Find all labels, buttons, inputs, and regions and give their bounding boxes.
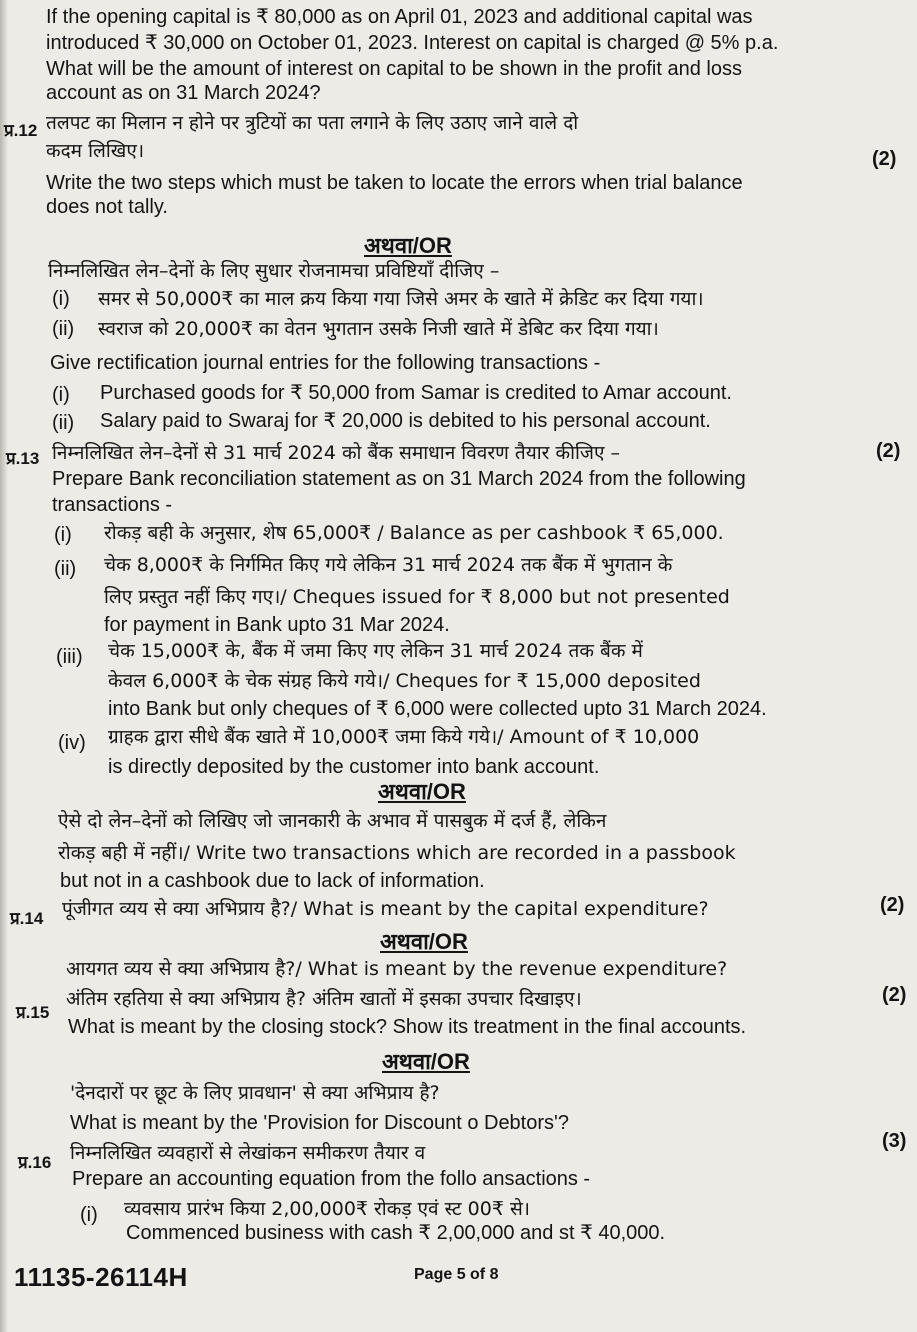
q13-item-2-line-3: for payment in Bank upto 31 Mar 2024. <box>104 614 450 636</box>
q15-hindi: अंतिम रहतिया से क्या अभिप्राय है? अंतिम खातों में इसका उपचार दिखाइए। <box>66 988 582 1010</box>
q15-alt-hindi: 'देनदारों पर छूट के लिए प्रावधान' से क्या अभिप्राय है? <box>70 1082 440 1104</box>
q12-english-2: does not tally. <box>46 196 168 218</box>
q12-alt-english-item-2: Salary paid to Swaraj for ₹ 20,000 is debited to his personal account. <box>100 410 711 432</box>
q13-alt-line-1: ऐसे दो लेन–देनों को लिखिए जो जानकारी के अभाव में पासबुक में दर्ज हैं, लेकिन <box>58 810 607 832</box>
q13-item-1-line-1: रोकड़ बही के अनुसार, शेष 65,000₹ / Balance as per cashbook ₹ 65,000. <box>104 522 724 544</box>
q12-hindi-2: कदम लिखिए। <box>46 140 145 162</box>
q13-item-4-line-1: ग्राहक द्वारा सीधे बैंक खाते में 10,000₹ जमा किये गये।/ Amount of ₹ 10,000 <box>108 726 700 748</box>
q16-hindi: निम्नलिखित व्यवहारों से लेखांकन समीकरण तैयार व <box>70 1142 426 1164</box>
q12-alt-english-item-1-label: (i) <box>52 384 70 406</box>
q16-number: प्र.16 <box>18 1153 52 1172</box>
q12-alt-english-item-1: Purchased goods for ₹ 50,000 from Samar is credited to Amar account. <box>100 382 732 404</box>
q13-alt-line-2: रोकड़ बही में नहीं।/ Write two transactions which are recorded in a passbook <box>58 842 736 864</box>
q14-or-label: अथवा/OR <box>380 929 468 954</box>
q13-english-1: Prepare Bank reconciliation statement as on 31 March 2024 from the following <box>52 468 746 490</box>
q12-english-1: Write the two steps which must be taken to locate the errors when trial balance <box>46 172 743 194</box>
q12-alt-english-item-2-label: (ii) <box>52 412 75 434</box>
q11-line-1: If the opening capital is ₹ 80,000 as on April 01, 2023 and additional capital was <box>46 6 753 28</box>
q13-item-4-line-2: is directly deposited by the customer into bank account. <box>108 756 600 778</box>
q14-alt: आयगत व्यय से क्या अभिप्राय है?/ What is meant by the revenue expenditure? <box>66 958 728 980</box>
q13-item-2-label: (ii) <box>54 558 77 580</box>
page-number: Page 5 of 8 <box>414 1266 499 1283</box>
q13-item-3-label: (iii) <box>56 646 83 668</box>
q13-marks: (2) <box>876 440 901 462</box>
q13-english-2: transactions - <box>52 494 173 516</box>
q15-marks: (2) <box>882 984 907 1006</box>
q14-number: प्र.14 <box>10 909 44 928</box>
q15-number: प्र.15 <box>16 1003 50 1022</box>
q14-marks: (2) <box>880 894 905 916</box>
q14-text: पूंजीगत व्यय से क्या अभिप्राय है?/ What is meant by the capital expenditure? <box>62 898 709 920</box>
q13-alt-line-3: but not in a cashbook due to lack of information. <box>60 870 485 892</box>
q13-item-1-label: (i) <box>54 524 72 546</box>
q12-marks: (2) <box>872 148 897 170</box>
q12-alt-hindi-item-2: स्वराज को 20,000₹ का वेतन भुगतान उसके निजी खाते में डेबिट कर दिया गया। <box>98 318 659 340</box>
q16-item-1-label: (i) <box>80 1204 98 1226</box>
q11-line-2: introduced ₹ 30,000 on October 01, 2023. Interest on capital is charged @ 5% p.a. <box>46 32 779 54</box>
q13-item-2-line-2: लिए प्रस्तुत नहीं किए गए।/ Cheques issued for ₹ 8,000 but not presented <box>104 586 730 608</box>
q16-item-1-english: Commenced business with cash ₹ 2,00,000 and st ₹ 40,000. <box>126 1222 666 1244</box>
q12-alt-hindi-item-2-label: (ii) <box>52 318 75 340</box>
q12-number: प्र.12 <box>4 121 38 140</box>
q15-english: What is meant by the closing stock? Show its treatment in the final accounts. <box>68 1016 747 1038</box>
q12-alt-english-intro: Give rectification journal entries for the following transactions - <box>50 352 601 374</box>
q13-item-3-line-3: into Bank but only cheques of ₹ 6,000 were collected upto 31 March 2024. <box>108 698 767 720</box>
q13-item-2-line-1: चेक 8,000₹ के निर्गमित किए गये लेकिन 31 मार्च 2024 तक बैंक में भुगतान के <box>104 554 673 576</box>
q16-marks: (3) <box>882 1130 907 1152</box>
q13-item-3-line-1: चेक 15,000₹ के, बैंक में जमा किए गए लेकिन 31 मार्च 2024 तक बैंक में <box>108 640 643 662</box>
q13-item-4-label: (iv) <box>58 732 86 754</box>
q13-hindi-intro: निम्नलिखित लेन–देनों से 31 मार्च 2024 को बैंक समाधान विवरण तैयार कीजिए – <box>52 442 621 464</box>
q11-line-4: account as on 31 March 2024? <box>46 82 321 104</box>
q16-english: Prepare an accounting equation from the follo ansactions - <box>72 1168 591 1190</box>
q13-number: प्र.13 <box>6 449 40 468</box>
page-edge-shadow <box>0 0 8 1332</box>
q13-item-3-line-2: केवल 6,000₹ के चेक संग्रह किये गये।/ Cheques for ₹ 15,000 deposited <box>108 670 701 692</box>
q12-alt-hindi-item-1-label: (i) <box>52 288 70 310</box>
q15-or-label: अथवा/OR <box>382 1049 470 1074</box>
q13-or-label: अथवा/OR <box>378 779 466 804</box>
q12-or-label: अथवा/OR <box>364 233 452 258</box>
q12-hindi-1: तलपट का मिलान न होने पर त्रुटियों का पता लगाने के लिए उठाए जाने वाले दो <box>46 112 579 134</box>
q12-alt-hindi-item-1: समर से 50,000₹ का माल क्रय किया गया जिसे अमर के खाते में क्रेडिट कर दिया गया। <box>98 288 704 310</box>
q16-item-1-hindi: व्यवसाय प्रारंभ किया 2,00,000₹ रोकड़ एवं स्ट 00₹ से। <box>124 1198 530 1220</box>
q11-line-3: What will be the amount of interest on capital to be shown in the profit and loss <box>46 58 742 80</box>
paper-code: 11135-26114H <box>14 1262 188 1292</box>
q15-alt-english: What is meant by the 'Provision for Discount o Debtors'? <box>70 1112 569 1134</box>
q12-alt-hindi-intro: निम्नलिखित लेन–देनों के लिए सुधार रोजनामचा प्रविष्टियाँ दीजिए – <box>48 260 500 282</box>
